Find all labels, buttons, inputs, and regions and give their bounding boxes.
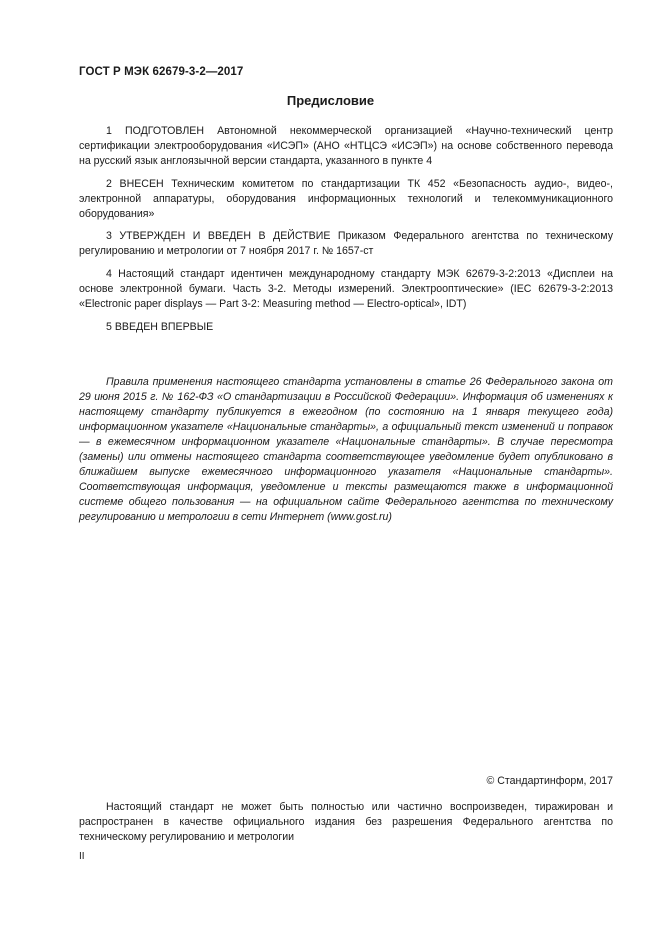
- page-title: Предисловие: [286, 93, 375, 108]
- foreword-item-4: 4 Настоящий стандарт идентичен международному стандарту МЭК 62679-3-2:2013 «Дисплеи на основе электронной бумаги. Часть 3-2. Методы измерений. Электрооптические» (IEC 62679-3-2:2013 «Electronic paper displays — Part 3-2: Measuring method — Electro-optical», IDT): [79, 268, 613, 310]
- page-number: II: [79, 851, 85, 862]
- foreword-item-1: 1 ПОДГОТОВЛЕН Автономной некоммерческой организацией «Научно-технический центр сертификации электрооборудования «ИСЭП» (АНО «НТЦСЭ «ИСЭП») на основе собственного перевода на русский язык англоязычной версии стандарта, указанного в пункте 4: [79, 125, 613, 167]
- reproduction-notice: Настоящий стандарт не может быть полностью или частично воспроизведен, тиражирован и распространен в качестве официального издания без разрешения Федерального агентства по техническому регулированию и метрологии: [79, 801, 613, 843]
- standard-code-header: ГОСТ Р МЭК 62679-3-2—2017: [79, 66, 244, 78]
- copyright-notice: © Стандартинформ, 2017: [486, 775, 613, 787]
- foreword-item-5: 5 ВВЕДЕН ВПЕРВЫЕ: [106, 321, 214, 333]
- foreword-item-3: 3 УТВЕРЖДЕН И ВВЕДЕН В ДЕЙСТВИЕ Приказом Федерального агентства по техническому регулированию и метрологии от 7 ноября 2017 г. № 1657-ст: [79, 230, 613, 257]
- foreword-item-2: 2 ВНЕСЕН Техническим комитетом по стандартизации ТК 452 «Безопасность аудио-, видео-, электронной аппаратуры, оборудования информационных технологий и телекоммуникационного оборудования»: [79, 178, 613, 220]
- rules-notice: Правила применения настоящего стандарта установлены в статье 26 Федерального закона от 29 июня 2015 г. № 162-ФЗ «О стандартизации в Российской Федерации». Информация об изменениях к настоящему стандарту публикуется в ежегодном (по состоянию на 1 января текущего года) информационном указателе «Национальные стандарты», а официальный текст изменений и поправок — в ежемесячном информационном указателе «Национальные стандарты». В случае пересмотра (замены) или отмены настоящего стандарта соответствующее уведомление будет опубликовано в ближайшем выпуске ежемесячного информационного указателя «Национальные стандарты». Соответствующая информация, уведомление и тексты размещаются также в информационной системе общего пользования — на официальном сайте Федерального агентства по техническому регулированию и метрологии в сети Интернет (www.gost.ru): [79, 376, 613, 523]
